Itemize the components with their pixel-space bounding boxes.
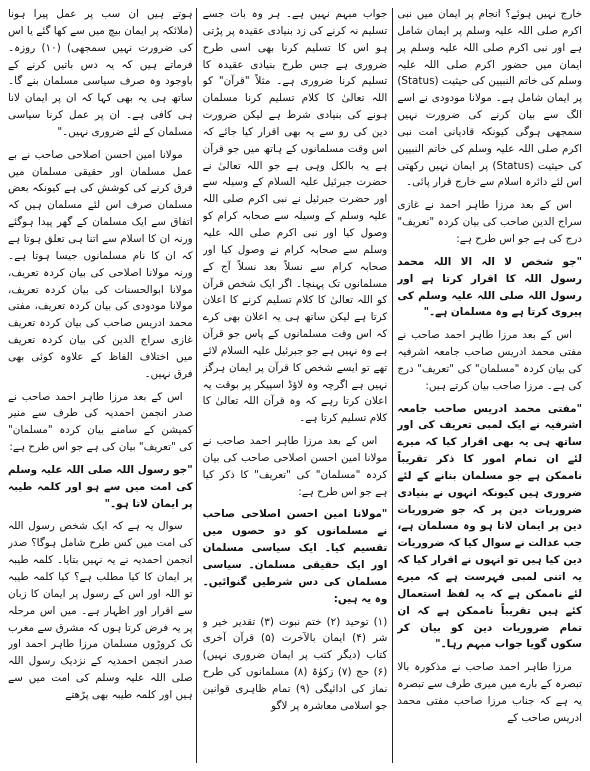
- paragraph: اس کے بعد مرزا طاہر احمد صاحب نے صدر انجمن احمدیہ کی طرف سے منیر کمیشن کے سامنے بیان کردہ "مسلمان" کی "تعریف" بیان کی ہے جو اس طرح ہے:: [7, 390, 193, 454]
- paragraph: سوال یہ ہے کہ ایک شخص رسول اللہ کی امت میں کس طرح شامل ہوگا؟ صدر انجمن احمدیہ نے یہ نہیں بتایا۔ کلمہ طیبہ پر ایمان کا کیا مطلب ہے؟ کیا کلمہ طیبہ تو اللہ اور اس کے رسول پر ایمان کا زبان سے اقرار اور اظہار ہے۔ میں اس مرحلہ پر یہ فرض کرتا ہوں کہ مشرق سے مغرب تک کروڑوں مسلمان مرزا طاہر احمد اور صدر انجمن احمدیہ کے نزدیک رسول اللہ صلی اللہ علیہ وسلم کی امت میں سے ہیں اور کلمہ طیبہ بھی پڑھتے: [7, 520, 193, 701]
- three-column-layout: [8, 6, 582, 767]
- quoted-definition: "مفتی محمد ادریس صاحب جامعہ اشرفیہ نے ایک لمبی تعریف کی اور ساتھ ہی یہ بھی اقرار کیا کہ میرے لئے ان تمام امور کا ذکر تقریباً ناممکن ہے جو مسلمان بنانے کے لئے ضروری ہیں کیونکہ انہوں نے بنیادی ضروریات دین پر کہ جو ضروریات دین پر ایمان لاتا ہو وہ مسلمان ہے، جب عدالت نے سوال کیا کہ ضروریات دین کیا ہیں تو انہوں نے اقرار کیا کہ یہ اتنی لمبی فہرست ہے کہ میرے لئے ناممکن ہے کہ یہ لفظ استعمال کئے ہیں تقریباً ناممکن ہے کہ ان تمام ضروریات دین کو بیان کر سکوں گویا جواب مبہم رہا۔": [397, 402, 582, 651]
- paragraph: خارج نہیں ہوئے؟ انجام پر ایمان میں نبی اکرم صلی اللہ علیہ وسلم پر ایمان شامل ہے اور نبی اکرم صلی اللہ علیہ وسلم پر ایمان میں حضور اکرم صلی اللہ علیہ وسلم کی خاتم النبیین کی حیثیت (Status) پر ایمان شامل ہے۔ مولانا مودودی نے اسے الگ سے بیان کرنے کی ضرورت نہیں سمجھی ہوگی کیونکہ قادیانی امت نبی اکرم صلی اللہ علیہ وسلم کی خاتم النبیین کی حیثیت (Status) پر ایمان نہیں رکھتی اس لئے دائرہ اسلام سے خارج قرار پائی۔: [397, 8, 582, 189]
- column-divider: [196, 8, 197, 763]
- numbered-list: (۱) توحید (۲) ختم نبوت (۳) تقدیر خیر و شر (۴) ایمان بالآخرت (۵) قرآن آخری کتاب (دیگر کتب پر ایمان ضروری نہیں) (۶) حج (۷) زکوٰۃ (۸) مسلمانوں کی طرح نماز کی ادائیگی (۹) تمام ظاہری قوانین جو اسلامی معاشرہ پر لاگو: [202, 615, 388, 712]
- quoted-definition: "مولانا امین احسن اصلاحی صاحب نے مسلمانوں کو دو حصوں میں تقسیم کیا۔ ایک سیاسی مسلمان اور ایک حقیقی مسلمان۔ سیاسی مسلمان کی دس شرطیں گنوائیں۔ وہ یہ ہیں:: [202, 508, 388, 605]
- paragraph: اس کے بعد مرزا طاہر احمد صاحب نے مولانا امین احسن اصلاحی صاحب کی بیان کردہ "مسلمان" کی "تعریف" کا ذکر کیا ہے جو اس طرح ہے:: [202, 435, 388, 498]
- quoted-definition: "جو شخص لا الہ الا اللہ محمد رسول اللہ کا اقرار کرتا ہے اور رسول اللہ صلی اللہ علیہ وسلم کی پیروی کرتا ہے وہ مسلمان ہے۔": [397, 255, 582, 319]
- column-right: [397, 6, 582, 767]
- paragraph: مرزا طاہر احمد صاحب نے مذکورہ بالا تبصرہ کے بارے میں میری طرف سے تبصرہ یہ ہے کہ جناب مرزا صاحب مفتی محمد ادریس صاحب کے: [397, 661, 582, 724]
- paragraph: مولانا امین احسن اصلاحی صاحب نے بے عمل مسلمان اور حقیقی مسلمان میں فرق کرنے کی کوشش کی ہے کیونکہ بعض مسلمان صرف اس لئے مسلمان ہیں کہ اتفاق سے ایک مسلمان کے گھر پیدا ہوگئے ورنہ ان کا اسلام سے اتنا ہی تعلق ہوتا ہے کہ ان کا نام مسلمانوں جیسا ہوتا ہے۔ ورنہ مولانا اصلاحی کی بیان کردہ تعریف، مولانا ابوالحسنات کی بیان کردہ تعریف، مولانا مودودی کی بیان کردہ تعریف، مفتی محمد ادریس صاحب کی بیان کردہ تعریف غازی سراج الدین کی بیان کردہ تعریف میں اختلاف الفاظ کے علاوہ کوئی بھی فرق نہیں۔: [7, 148, 193, 380]
- column-middle: [203, 6, 388, 767]
- paragraph: ہوتے ہیں ان سب پر عمل پیرا ہونا (ملائکہ پر ایمان بیچ میں سے کھا گئے یا اس کی ضرورت نہیں سمجھی) (۱۰) روزہ۔ فرماتے ہیں کہ یہ دس باتیں کرنے کے باوجود وہ صرف سیاسی مسلمان بنے گا۔ ساتھ ہی یہ بھی کہا کہ ان پر ایمان لانا ہی کافی ہے۔ ان پر عمل کرنا سیاسی مسلمان کے لئے ضروری نہیں۔": [7, 8, 193, 138]
- paragraph: اس کے بعد مرزا طاہر احمد نے غازی سراج الدین صاحب کی بیان کردہ "تعریف" درج کی ہے جو اس طرح ہے:: [397, 199, 582, 245]
- paragraph: اس کے بعد مرزا طاہر احمد صاحب نے مفتی محمد ادریس صاحب جامعہ اشرفیہ کی بیان کردہ "مسلمان" کی "تعریف" درج کی ہے۔ مرزا صاحب بیان کرتے ہیں:: [397, 329, 582, 392]
- column-divider: [392, 8, 393, 763]
- quoted-definition: "جو رسول اللہ صلی اللہ علیہ وسلم کی امت میں سے ہو اور کلمہ طیبہ پر ایمان لاتا ہو۔": [7, 463, 193, 510]
- column-left: [8, 6, 193, 767]
- paragraph: جواب مبہم نہیں ہے۔ ہر وہ بات جسے تسلیم نہ کرنے کی زد بنیادی عقیدہ پر پڑتی ہو اس کا تسلیم کرنا بھی اسی طرح ضروری ہے جس طرح بنیادی عقیدہ کا تسلیم کرنا ضروری ہے۔ مثلاً "قرآن" کو اللہ تعالیٰ کا کلام تسلیم کرنا مسلمان ہونے کی بنیادی شرط ہے لیکن ضرورت دین کی رو سے یہ بھی اقرار کیا جائے کہ اس وقت مسلمانوں کے ہاتھ میں جو قرآن ہے یہ بالکل وہی ہے جو اللہ تعالیٰ نے حضرت جبرئیل علیہ السلام کے وسیلہ سے اور حضرت جبرئیل نے نبی اکرم صلی اللہ علیہ وسلم کے وسیلہ سے صحابہ کرام کو وصول کیا اور نبی اکرم صلی اللہ علیہ وسلم سے صحابہ کرام نے وصول کیا اور صحابہ کرام سے نسلاً بعد نسلاً آج کے مسلمانوں تک پہنچا۔ اگر ایک شخص قرآن کو اللہ تعالیٰ کا کلام تسلیم کرنے کا اعلان کرتا ہے لیکن ساتھ ہی یہ اعلان بھی کرے کہ اس وقت مسلمانوں کے پاس جو قرآن ہے وہ نہیں ہے جو جبرئیل علیہ السلام لائے تھے تو ایسے شخص کا قرآن پر ایمان ہرگز نہیں ہے اگرچہ وہ لاؤڈ اسپیکر پر بوقت یہ اعلان کرتا رہے کہ وہ قرآن اللہ تعالیٰ کا کلام تسلیم کرتا ہے۔: [202, 8, 388, 425]
